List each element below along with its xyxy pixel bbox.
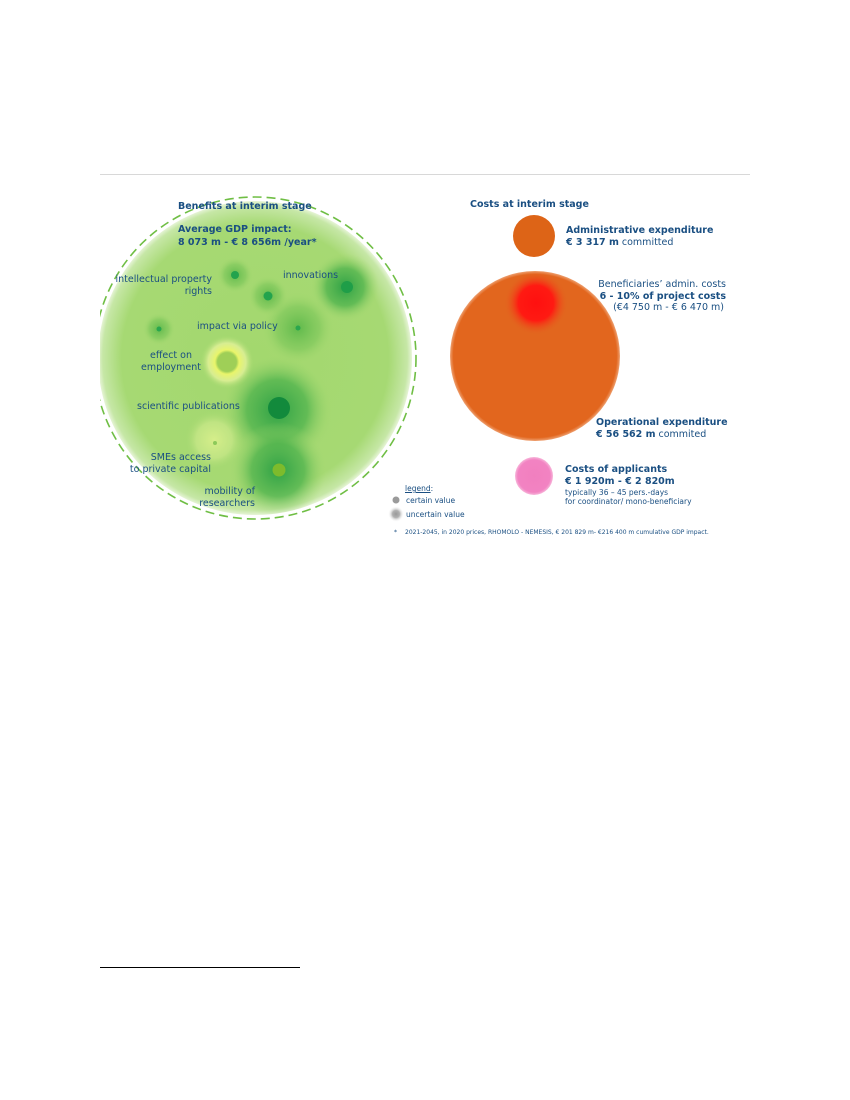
admin-expenditure-suffix: committed: [618, 237, 674, 248]
footnote-text: 2021-2045, in 2020 prices, RHOMOLO - NEMESIS, € 201 829 m- €216 400 m cumulative GDP impact.: [405, 529, 709, 536]
mobility-label-line2: researchers: [199, 498, 255, 509]
admin-expenditure-title: Administrative expenditure: [566, 225, 714, 236]
legend-uncertain-marker: [388, 506, 404, 522]
legend-certain-marker: [393, 497, 400, 504]
operational-expenditure-value: € 56 562 m: [596, 429, 656, 440]
smes-label-line2: to private capital: [129, 464, 211, 475]
costs-title: Costs at interim stage: [470, 199, 589, 210]
beneficiaries-costs-line2: 6 - 10% of project costs: [599, 291, 726, 302]
benefits-costs-figure: [100, 174, 750, 541]
employment-label-line1: effect on: [149, 350, 193, 361]
publications-dot: [268, 397, 290, 419]
legend-certain-label: certain value: [406, 496, 456, 505]
gdp-impact-value: 8 073 m - € 8 656m /year*: [178, 237, 317, 248]
publications-label: scientific publications: [137, 401, 240, 412]
footnote-separator: [100, 967, 300, 968]
operational-expenditure-value-line: [596, 429, 706, 440]
gdp-impact-label: Average GDP impact:: [178, 224, 292, 235]
employment-label-line2: employment: [140, 362, 202, 373]
beneficiaries-costs-line1: Beneficiaries’ admin. costs: [598, 279, 726, 290]
benefits-title: Benefits at interim stage: [178, 201, 312, 212]
applicants-costs-circle: [515, 457, 553, 495]
ip-label-line1: intellectual property: [115, 274, 212, 285]
mobility-label-line1: mobility of: [204, 486, 255, 497]
mobility-dot: [273, 464, 286, 477]
operational-expenditure-suffix: commited: [655, 429, 707, 440]
operational-expenditure-title: Operational expenditure: [596, 417, 728, 428]
legend-title: legend:: [405, 484, 434, 493]
innovations-label: innovations: [283, 270, 339, 281]
innovations-dot: [341, 281, 353, 293]
policy-dot-1: [157, 327, 162, 332]
policy-label: impact via policy: [197, 321, 278, 332]
smes-dot: [213, 441, 217, 445]
ip-label-line2: rights: [184, 286, 212, 297]
applicants-costs-line1: typically 36 – 45 pers.-days: [565, 488, 669, 497]
applicants-costs-line2: for coordinator/ mono-beneficiary: [565, 497, 692, 506]
applicants-costs-value: € 1 920m - € 2 820m: [565, 476, 675, 487]
footnote-marker: *: [394, 529, 397, 536]
admin-expenditure-value-line: [566, 237, 673, 248]
ip-dot-2: [264, 292, 273, 301]
beneficiaries-costs-line3: (€4 750 m - € 6 470 m): [613, 302, 724, 313]
legend-title-text: legend: [405, 484, 431, 493]
policy-dot-2: [296, 326, 301, 331]
admin-expenditure-value: € 3 317 m: [566, 237, 619, 248]
smes-label-line1: SMEs access: [150, 452, 211, 463]
applicants-costs-title: Costs of applicants: [565, 464, 668, 475]
admin-expenditure-circle: [513, 215, 555, 257]
ip-dot-1: [231, 271, 239, 279]
legend-uncertain-label: uncertain value: [406, 510, 465, 519]
